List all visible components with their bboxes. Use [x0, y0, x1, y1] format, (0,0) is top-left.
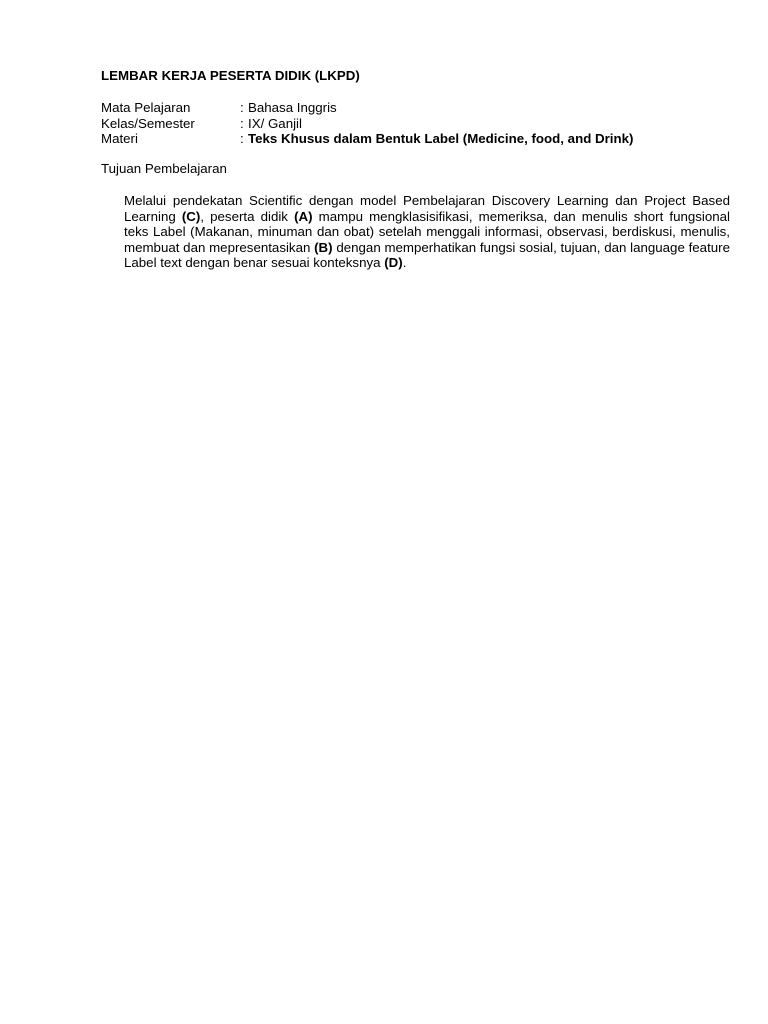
marker-a: (A) — [294, 208, 313, 224]
meta-colon: : — [240, 131, 244, 146]
paragraph-text: . — [402, 255, 407, 271]
section-heading: Tujuan Pembelajaran — [101, 161, 227, 176]
meta-label: Kelas/Semester — [101, 115, 195, 131]
meta-info — [101, 100, 633, 147]
learning-objective-paragraph — [124, 193, 730, 271]
marker-c: (C) — [181, 208, 201, 224]
meta-value: Teks Khusus dalam Bentuk Label (Medicine, food, and Drink) — [248, 131, 634, 146]
meta-label: Materi — [101, 131, 138, 146]
paragraph-text: Melalui pendekatan Scientific dengan model Pembelajaran Discovery Learning dan Project Based Learning — [124, 193, 730, 224]
paragraph-text: , peserta didik — [200, 208, 295, 224]
paragraph-text: mampu mengklasisifikasi, memeriksa, dan menulis short fungsional teks Label (Makanan, minuman dan obat) setelah menggali informasi, observasi, berdiskusi, menulis, membuat dan mepresentasikan — [124, 208, 730, 255]
marker-b: (B) — [314, 239, 333, 255]
meta-row-subject — [101, 100, 633, 116]
meta-row-material — [101, 131, 633, 147]
document-title: LEMBAR KERJA PESERTA DIDIK (LKPD) — [101, 68, 360, 83]
meta-row-class — [101, 116, 633, 132]
paragraph-text: dengan memperhatikan fungsi sosial, tujuan, dan language feature Label text dengan benar sesuai konteksnya — [124, 239, 730, 271]
meta-value: IX/ Ganjil — [248, 115, 302, 131]
meta-colon: : — [240, 115, 244, 131]
meta-label: Mata Pelajaran — [101, 100, 191, 115]
meta-value: Bahasa Inggris — [248, 100, 337, 115]
meta-colon: : — [240, 100, 244, 115]
marker-d: (D) — [384, 255, 403, 271]
